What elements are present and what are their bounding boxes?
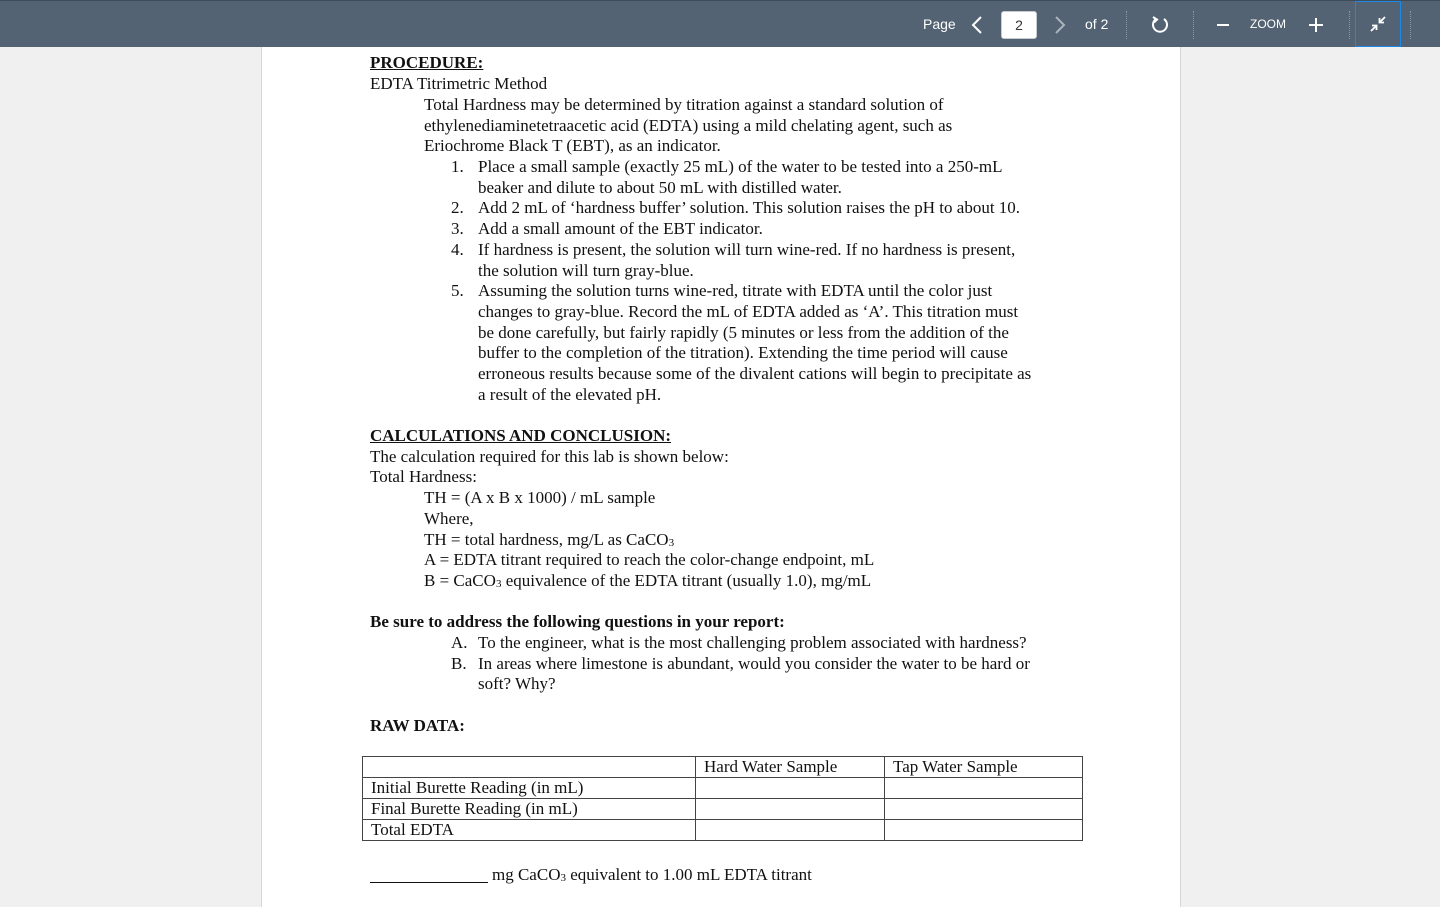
definition-th: TH = total hardness, mg/L as CaCO$_3$ <box>424 530 675 549</box>
raw-data-table <box>362 756 1083 841</box>
table-row <box>363 799 1083 820</box>
page-count-label: of 2 <box>1085 16 1109 32</box>
table-cell <box>696 799 885 820</box>
toolbar-separator <box>1410 11 1411 39</box>
table-cell <box>696 778 885 799</box>
viewer-toolbar <box>0 0 1440 47</box>
total-hardness-label: Total Hardness: <box>370 467 477 486</box>
rotate-icon[interactable] <box>1148 13 1172 37</box>
step-number: 4. <box>451 240 464 259</box>
chevron-left-icon[interactable] <box>966 13 988 37</box>
intro-line: Total Hardness may be determined by titration against a standard solution of <box>424 95 944 114</box>
question-text: soft? Why? <box>478 674 556 693</box>
zoom-in-icon[interactable] <box>1305 14 1327 36</box>
equivalence-statement: mg CaCO$_3$ equivalent to 1.00 mL EDTA titrant <box>492 865 812 884</box>
procedure-heading: PROCEDURE: <box>370 53 484 72</box>
table-cell: Final Burette Reading (in mL) <box>363 799 696 820</box>
table-cell <box>885 820 1083 841</box>
calc-intro: The calculation required for this lab is shown below: <box>370 447 729 466</box>
page-number-input[interactable] <box>1001 11 1037 39</box>
document-page <box>261 47 1181 907</box>
table-cell <box>885 778 1083 799</box>
step-text: beaker and dilute to about 50 mL with distilled water. <box>478 178 842 197</box>
zoom-out-icon[interactable] <box>1213 15 1233 35</box>
step-text: the solution will turn gray-blue. <box>478 261 694 280</box>
zoom-label: ZOOM <box>1250 17 1286 31</box>
question-letter: A. <box>451 633 468 652</box>
table-header-cell <box>363 757 696 778</box>
step-text: Add a small amount of the EBT indicator. <box>478 219 763 238</box>
step-number: 1. <box>451 157 464 176</box>
intro-line: Eriochrome Black T (EBT), as an indicator. <box>424 136 721 155</box>
step-text: Place a small sample (exactly 25 mL) of the water to be tested into a 250-mL <box>478 157 1003 176</box>
step-text: If hardness is present, the solution will turn wine-red. If no hardness is present, <box>478 240 1016 259</box>
step-text: erroneous results because some of the divalent cations will begin to precipitate as <box>478 364 1032 383</box>
method-title: EDTA Titrimetric Method <box>370 74 548 93</box>
step-text: Add 2 mL of ‘hardness buffer’ solution. This solution raises the pH to about 10. <box>478 198 1021 217</box>
table-row <box>363 820 1083 841</box>
step-text: Assuming the solution turns wine-red, titrate with EDTA until the color just <box>478 281 993 300</box>
step-text: buffer to the completion of the titration). Extending the time period will cause <box>478 343 1008 362</box>
step-text: be done carefully, but fairly rapidly (5 minutes or less from the addition of the <box>478 323 1009 342</box>
step-text: a result of the elevated pH. <box>478 385 662 404</box>
exit-fullscreen-icon <box>1369 15 1387 33</box>
calculations-heading: CALCULATIONS AND CONCLUSION: <box>370 426 672 445</box>
table-header-cell: Hard Water Sample <box>696 757 885 778</box>
formula: TH = (A x B x 1000) / mL sample <box>424 488 656 507</box>
fill-in-blank <box>370 882 488 883</box>
intro-line: ethylenediaminetetraacetic acid (EDTA) using a mild chelating agent, such as <box>424 116 953 135</box>
table-cell: Initial Burette Reading (in mL) <box>363 778 696 799</box>
table-cell <box>696 820 885 841</box>
questions-heading: Be sure to address the following questions in your report: <box>370 612 785 631</box>
toolbar-separator <box>1126 11 1127 39</box>
page-label: Page <box>923 16 956 32</box>
question-text: To the engineer, what is the most challenging problem associated with hardness? <box>478 633 1027 652</box>
exit-fullscreen-button[interactable] <box>1355 1 1401 47</box>
table-header-cell: Tap Water Sample <box>885 757 1083 778</box>
table-cell <box>885 799 1083 820</box>
toolbar-separator <box>1349 11 1350 39</box>
step-number: 2. <box>451 198 464 217</box>
raw-data-heading: RAW DATA: <box>370 716 465 735</box>
question-text: In areas where limestone is abundant, would you consider the water to be hard or <box>478 654 1030 673</box>
step-text: changes to gray-blue. Record the mL of EDTA added as ‘A’. This titration must <box>478 302 1019 321</box>
toolbar-separator <box>1193 11 1194 39</box>
question-letter: B. <box>451 654 467 673</box>
table-cell: Total EDTA <box>363 820 696 841</box>
definition-a: A = EDTA titrant required to reach the color-change endpoint, mL <box>424 550 875 569</box>
table-header-row <box>363 757 1083 778</box>
definition-b: B = CaCO$_3$ equivalence of the EDTA titrant (usually 1.0), mg/mL <box>424 571 872 590</box>
table-row <box>363 778 1083 799</box>
where-label: Where, <box>424 509 474 528</box>
step-number: 3. <box>451 219 464 238</box>
step-number: 5. <box>451 281 464 300</box>
chevron-right-icon[interactable] <box>1049 13 1071 37</box>
